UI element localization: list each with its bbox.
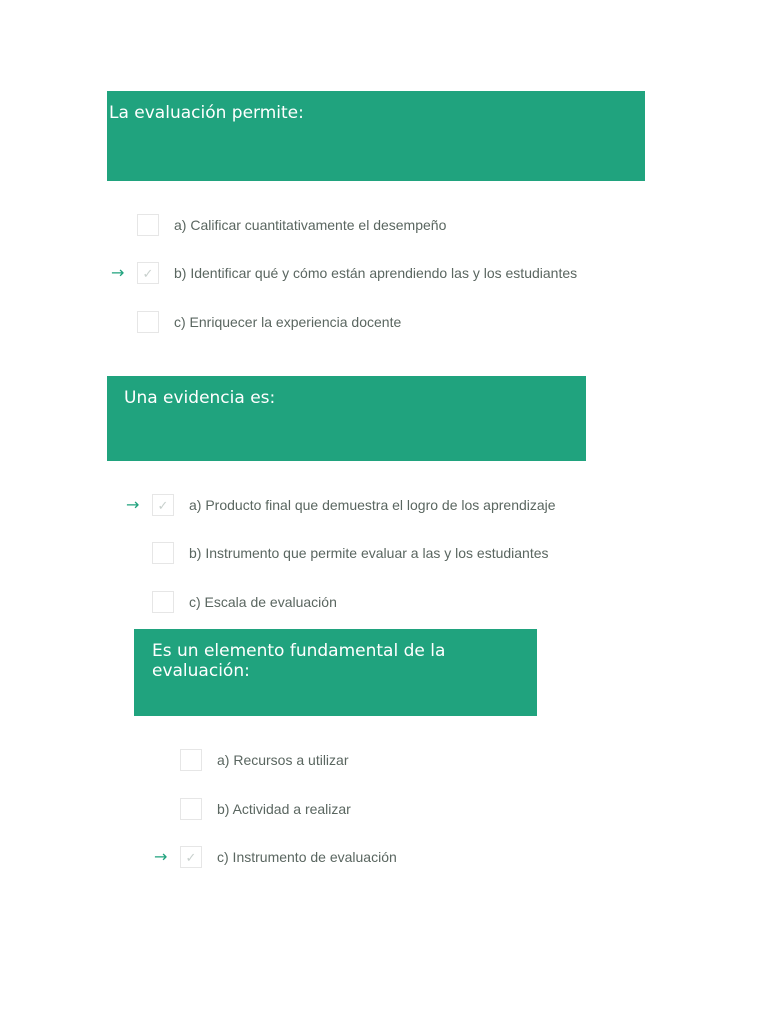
question-3-header [134, 629, 537, 716]
check-icon: ✓ [142, 265, 154, 281]
question-2-option-a[interactable] [152, 492, 556, 518]
option-label: b) Instrumento que permite evaluar a las y los estudiantes [189, 545, 549, 561]
question-3-title: Es un elemento fundamental de la evaluación: [152, 641, 446, 681]
question-3-option-c[interactable] [180, 844, 397, 870]
checkbox-checked[interactable] [137, 262, 159, 284]
option-label: a) Producto final que demuestra el logro de los aprendizaje [189, 497, 556, 513]
checkbox[interactable] [152, 542, 174, 564]
checkbox[interactable] [152, 591, 174, 613]
checkbox[interactable] [180, 749, 202, 771]
checkbox[interactable] [180, 798, 202, 820]
checkbox[interactable] [137, 214, 159, 236]
checkbox-checked[interactable] [152, 494, 174, 516]
option-label: c) Enriquecer la experiencia docente [174, 314, 402, 330]
question-3-option-a[interactable] [180, 747, 349, 773]
question-1-title: La evaluación permite: [109, 103, 304, 123]
question-2-title: Una evidencia es: [124, 388, 276, 408]
question-3-option-b[interactable] [180, 796, 351, 822]
option-label: a) Recursos a utilizar [217, 752, 349, 768]
option-label: c) Escala de evaluación [189, 594, 337, 610]
check-icon: ✓ [157, 497, 169, 513]
option-label: c) Instrumento de evaluación [217, 849, 397, 865]
question-1-option-a[interactable] [137, 212, 446, 238]
checkbox[interactable] [137, 311, 159, 333]
option-label: a) Calificar cuantitativamente el desempeño [174, 217, 447, 233]
question-2-option-c[interactable] [152, 589, 337, 615]
checkbox-checked[interactable] [180, 846, 202, 868]
selected-arrow-icon: → [126, 495, 140, 514]
question-2-header [107, 376, 586, 461]
option-label: b) Identificar qué y cómo están aprendiendo las y los estudiantes [174, 265, 578, 281]
selected-arrow-icon: → [154, 847, 168, 866]
check-icon: ✓ [185, 849, 197, 865]
question-2-option-b[interactable] [152, 540, 549, 566]
option-label: b) Actividad a realizar [217, 801, 351, 817]
question-1-option-c[interactable] [137, 309, 401, 335]
question-1-header [107, 91, 645, 181]
question-1-option-b[interactable] [137, 260, 577, 286]
selected-arrow-icon: → [111, 263, 125, 282]
